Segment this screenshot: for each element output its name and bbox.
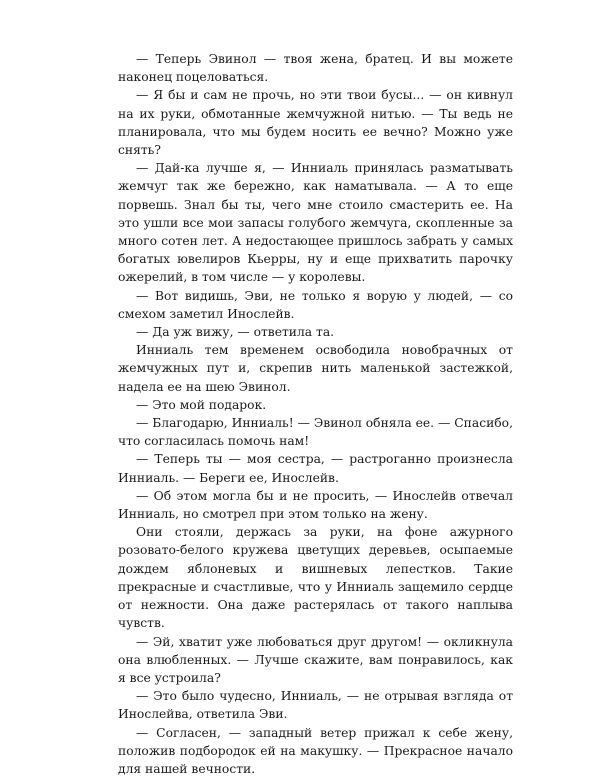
- paragraph: — Согласен, — западный ветер прижал к себе жену, положив подбородок ей на макушку. — Прекрасное начало для нашей вечности.: [118, 725, 513, 776]
- paragraph: — Я бы и сам не прочь, но эти твои бусы... — он кивнул на их руки, обмотанные жемчужной нитью. — Ты ведь не планировала, что мы будем носить ее вечно? Можно уже снять?: [118, 88, 513, 158]
- paragraph: — Да уж вижу, — ответила та.: [136, 325, 335, 340]
- paragraph: — Теперь Эвинол — твоя жена, братец. И вы можете наконец поцеловаться.: [118, 52, 513, 85]
- paragraph: — Вот видишь, Эви, не только я ворую у людей, — со смехом заметил Инослейв.: [118, 288, 513, 321]
- paragraph: Они стояли, держась за руки, на фоне ажурного розовато-белого кружева цветущих деревьев, осыпаемые дождем яблоневых и вишневых лепестков. Такие прекрасные и счастливые, что у Инниаль защемило сердце от нежности. Она даже растерялась от такого наплыва чувств.: [118, 525, 513, 631]
- paragraph: — Теперь ты — моя сестра, — растроганно произнесла Инниаль. — Береги ее, Инослейв.: [118, 452, 513, 485]
- book-page: [118, 50, 513, 778]
- paragraph: Инниаль тем временем освободила новобрачных от жемчужных пут и, скрепив нить маленькой застежкой, надела ее на шею Эвинол.: [118, 343, 513, 394]
- paragraph: — Это было чудесно, Инниаль, — не отрывая взгляда от Инослейва, ответила Эви.: [118, 689, 513, 722]
- paragraph: — Об этом могла бы и не просить, — Инослейв отвечал Инниаль, но смотрел при этом только на жену.: [118, 488, 513, 522]
- paragraph: — Эй, хватит уже любоваться друг другом! — окликнула она влюбленных. — Лучше скажите, вам понравилось, как я все устроила?: [118, 634, 513, 685]
- paragraph: — Это мой подарок.: [136, 397, 267, 412]
- paragraph: — Дай-ка лучше я, — Инниаль принялась разматывать жемчуг так же бережно, как наматывала. — А то еще порвешь. Знал бы ты, чего мне стоило смастерить ее. На это ушли все мои запасы голубого жемчуга, скопленные за много сотен лет. А недостающее пришлось забрать у самых богатых ювелиров Кьерры, ну и еще прихватить парочку ожерелий, в том числе — у королевы.: [118, 161, 513, 285]
- paragraph: — Благодарю, Инниаль! — Эвинол обняла ее. — Спасибо, что согласилась помочь нам!: [118, 416, 513, 449]
